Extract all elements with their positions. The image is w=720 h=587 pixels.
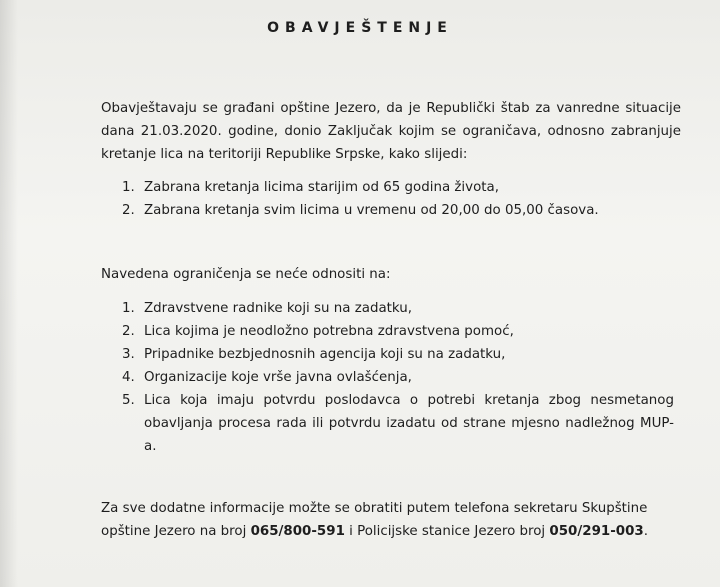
list-item xyxy=(122,199,642,222)
contact-text-start: Za sve dodatne informacije možte se obratiti putem telefona sekretaru Skupštine opštine Jezero na broj xyxy=(101,501,648,539)
list-number: 1. xyxy=(122,301,135,316)
document-title: OBAVJEŠTENJE xyxy=(267,20,453,36)
list-number: 5. xyxy=(122,393,135,408)
list-item-text: Pripadnike bezbjednosnih agencija koji su na zadatku, xyxy=(144,347,506,362)
phone-number-municipality: 065/800-591 xyxy=(250,524,345,539)
list-number: 2. xyxy=(122,203,135,218)
list-item xyxy=(122,176,642,199)
intro-paragraph: Obavještavaju se građani opštine Jezero, da je Republički štab za vanredne situacije dana 21.03.2020. godine, donio Zaključak kojim se ograničava, odnosno zabranjuje kretanje lica na teritoriji Republike Srpske, kako slijedi: xyxy=(101,101,681,162)
exceptions-heading: Navedena ograničenja se neće odnositi na: xyxy=(101,267,391,282)
list-item-text: Lica koja imaju potvrdu poslodavca o potrebi kretanja zbog nesmetanog obavljanja procesa rada ili potvrdu izadatu od strane mjesno nadležnog MUP-a. xyxy=(144,393,674,454)
list-item xyxy=(122,297,674,320)
list-item-text: Lica kojima je neodložno potrebna zdravstvena pomoć, xyxy=(144,324,514,339)
list-number: 4. xyxy=(122,370,135,385)
exceptions-list xyxy=(122,297,674,458)
list-item-text: Organizacije koje vrše javna ovlašćenja, xyxy=(144,370,412,385)
restrictions-list xyxy=(122,176,642,222)
list-item-text: Zabrana kretanja svim licima u vremenu od 20,00 do 05,00 časova. xyxy=(144,203,599,218)
list-item xyxy=(122,366,674,389)
list-item xyxy=(122,343,674,366)
phone-number-police: 050/291-003 xyxy=(549,524,644,539)
contact-paragraph xyxy=(101,497,681,543)
list-item-text: Zdravstvene radnike koji su na zadatku, xyxy=(144,301,412,316)
contact-text-end: . xyxy=(643,524,648,539)
list-item xyxy=(122,389,674,458)
list-number: 2. xyxy=(122,324,135,339)
list-item xyxy=(122,320,674,343)
list-number: 3. xyxy=(122,347,135,362)
list-item-text: Zabrana kretanja licima starijim od 65 godina života, xyxy=(144,180,499,195)
paper-edge-shadow xyxy=(0,0,18,587)
contact-text-middle: i Policijske stanice Jezero broj xyxy=(344,524,550,539)
list-number: 1. xyxy=(122,180,135,195)
